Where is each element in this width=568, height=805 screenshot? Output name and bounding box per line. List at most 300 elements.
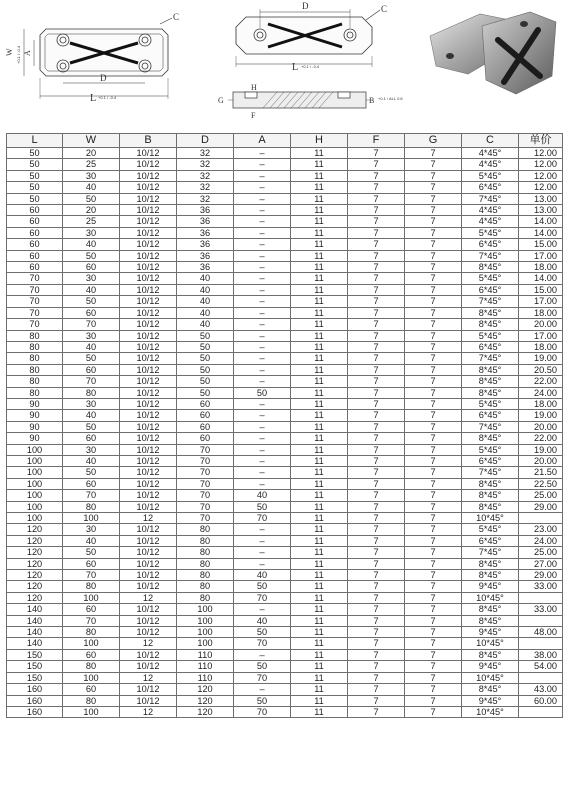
- table-cell: 100: [177, 604, 234, 615]
- table-cell: 7*45°: [462, 353, 519, 364]
- table-cell: –: [234, 364, 291, 375]
- table-row: [7, 262, 563, 273]
- column-header: B: [120, 134, 177, 148]
- table-cell: –: [234, 421, 291, 432]
- table-cell: 9*45°: [462, 627, 519, 638]
- metal-plate-front: [482, 12, 556, 94]
- table-cell: 5*45°: [462, 398, 519, 409]
- table-row: [7, 524, 563, 535]
- table-row: [7, 706, 563, 717]
- table-cell: 7: [348, 672, 405, 683]
- table-cell: 6*45°: [462, 455, 519, 466]
- table-cell: 7: [405, 672, 462, 683]
- table-cell: 29.00: [519, 570, 563, 581]
- table-cell: 7: [405, 387, 462, 398]
- table-cell: 60: [63, 433, 120, 444]
- table-cell: 9*45°: [462, 661, 519, 672]
- table-cell: [519, 513, 563, 524]
- table-cell: 14.00: [519, 227, 563, 238]
- table-cell: 7*45°: [462, 547, 519, 558]
- table-cell: 50: [7, 148, 63, 159]
- section-h-label: H: [251, 83, 257, 92]
- plan-left-c-label: C: [173, 12, 180, 22]
- table-cell: 50: [63, 296, 120, 307]
- table-cell: 50: [234, 501, 291, 512]
- column-header: C: [462, 134, 519, 148]
- table-cell: 8*45°: [462, 319, 519, 330]
- table-cell: 12.00: [519, 170, 563, 181]
- table-row: [7, 250, 563, 261]
- table-cell: 80: [177, 535, 234, 546]
- table-cell: 6*45°: [462, 239, 519, 250]
- table-cell: 24.00: [519, 535, 563, 546]
- table-row: [7, 684, 563, 695]
- table-cell: 80: [177, 581, 234, 592]
- table-cell: 14.00: [519, 273, 563, 284]
- table-cell: 11: [291, 193, 348, 204]
- product-photo: [420, 6, 560, 98]
- table-row: [7, 558, 563, 569]
- table-cell: 7: [348, 661, 405, 672]
- table-cell: 7: [405, 376, 462, 387]
- table-row: [7, 455, 563, 466]
- table-cell: 100: [7, 444, 63, 455]
- table-cell: 11: [291, 182, 348, 193]
- table-cell: 36: [177, 262, 234, 273]
- table-cell: 36: [177, 250, 234, 261]
- table-cell: 10/12: [120, 170, 177, 181]
- table-cell: 10/12: [120, 148, 177, 159]
- table-cell: –: [234, 604, 291, 615]
- table-cell: 17.00: [519, 250, 563, 261]
- table-cell: –: [234, 433, 291, 444]
- table-cell: 100: [7, 467, 63, 478]
- table-cell: 11: [291, 672, 348, 683]
- table-row: [7, 444, 563, 455]
- table-cell: 60: [63, 478, 120, 489]
- table-cell: 10/12: [120, 649, 177, 660]
- table-cell: –: [234, 649, 291, 660]
- table-cell: 10/12: [120, 524, 177, 535]
- table-cell: 7: [348, 455, 405, 466]
- table-cell: 10/12: [120, 501, 177, 512]
- table-cell: –: [234, 398, 291, 409]
- table-cell: 19.00: [519, 353, 563, 364]
- table-cell: –: [234, 250, 291, 261]
- table-cell: 4*45°: [462, 148, 519, 159]
- table-cell: 7: [405, 547, 462, 558]
- table-cell: 10/12: [120, 547, 177, 558]
- table-cell: 140: [7, 615, 63, 626]
- table-cell: 50: [177, 353, 234, 364]
- table-cell: 10/12: [120, 296, 177, 307]
- table-cell: 11: [291, 627, 348, 638]
- table-cell: 8*45°: [462, 307, 519, 318]
- table-cell: 11: [291, 513, 348, 524]
- section-b-label: B: [369, 96, 375, 105]
- table-cell: 100: [177, 627, 234, 638]
- table-cell: 70: [177, 444, 234, 455]
- table-cell: 7: [348, 695, 405, 706]
- table-cell: 7: [348, 581, 405, 592]
- table-cell: 7: [348, 627, 405, 638]
- table-cell: 80: [63, 387, 120, 398]
- table-cell: 7: [405, 227, 462, 238]
- table-cell: 40: [63, 535, 120, 546]
- table-cell: 11: [291, 444, 348, 455]
- table-cell: 12.00: [519, 182, 563, 193]
- table-cell: 40: [63, 341, 120, 352]
- plan-view-middle: [236, 9, 380, 67]
- table-cell: 7: [405, 433, 462, 444]
- table-cell: 110: [177, 649, 234, 660]
- table-cell: 7: [348, 193, 405, 204]
- table-cell: 80: [7, 353, 63, 364]
- table-cell: –: [234, 535, 291, 546]
- table-row: [7, 638, 563, 649]
- table-row: [7, 182, 563, 193]
- table-cell: 6*45°: [462, 182, 519, 193]
- table-row: [7, 501, 563, 512]
- table-cell: 25: [63, 216, 120, 227]
- table-cell: 50: [63, 353, 120, 364]
- table-cell: 7: [405, 353, 462, 364]
- table-cell: 80: [7, 376, 63, 387]
- table-cell: –: [234, 262, 291, 273]
- table-cell: 10/12: [120, 227, 177, 238]
- table-cell: 20: [63, 205, 120, 216]
- table-cell: 80: [63, 581, 120, 592]
- table-row: [7, 490, 563, 501]
- table-cell: 8*45°: [462, 387, 519, 398]
- table-cell: 80: [7, 364, 63, 375]
- table-cell: –: [234, 478, 291, 489]
- table-cell: 15.00: [519, 239, 563, 250]
- table-cell: 60: [7, 262, 63, 273]
- table-cell: 7: [348, 638, 405, 649]
- table-cell: 7: [348, 535, 405, 546]
- table-cell: 60: [63, 364, 120, 375]
- table-cell: 10/12: [120, 455, 177, 466]
- table-cell: 100: [63, 513, 120, 524]
- table-cell: 7: [405, 307, 462, 318]
- table-cell: 12: [120, 513, 177, 524]
- table-cell: –: [234, 273, 291, 284]
- table-cell: 10/12: [120, 398, 177, 409]
- table-cell: 11: [291, 296, 348, 307]
- table-cell: 100: [7, 490, 63, 501]
- table-cell: 10/12: [120, 284, 177, 295]
- table-cell: 11: [291, 604, 348, 615]
- table-cell: 70: [234, 638, 291, 649]
- table-cell: 13.00: [519, 193, 563, 204]
- table-cell: 11: [291, 467, 348, 478]
- table-cell: [519, 615, 563, 626]
- table-cell: 36: [177, 239, 234, 250]
- table-cell: 60: [177, 421, 234, 432]
- table-cell: 150: [7, 661, 63, 672]
- table-cell: 7: [348, 216, 405, 227]
- table-cell: 7: [405, 604, 462, 615]
- table-cell: 80: [177, 570, 234, 581]
- table-cell: 18.00: [519, 398, 563, 409]
- table-cell: 7: [348, 341, 405, 352]
- table-cell: 8*45°: [462, 501, 519, 512]
- table-cell: 25: [63, 159, 120, 170]
- table-cell: 100: [7, 478, 63, 489]
- table-cell: –: [234, 227, 291, 238]
- table-cell: 23.00: [519, 524, 563, 535]
- table-cell: 10/12: [120, 182, 177, 193]
- table-cell: 7: [405, 524, 462, 535]
- table-cell: 70: [7, 284, 63, 295]
- section-g-label: G: [218, 96, 224, 105]
- section-f-label: F: [251, 111, 256, 120]
- table-row: [7, 227, 563, 238]
- table-cell: 100: [177, 638, 234, 649]
- table-cell: 20.00: [519, 421, 563, 432]
- table-cell: 70: [7, 307, 63, 318]
- table-cell: 140: [7, 627, 63, 638]
- table-cell: 10/12: [120, 159, 177, 170]
- table-cell: 48.00: [519, 627, 563, 638]
- table-cell: 7: [348, 250, 405, 261]
- table-cell: 50: [7, 193, 63, 204]
- table-cell: 10/12: [120, 193, 177, 204]
- table-cell: 11: [291, 148, 348, 159]
- table-cell: 11: [291, 524, 348, 535]
- table-cell: 7: [348, 706, 405, 717]
- table-cell: 50: [234, 627, 291, 638]
- column-header: 单价: [519, 134, 563, 148]
- table-cell: 7: [405, 684, 462, 695]
- table-cell: 22.00: [519, 376, 563, 387]
- table-cell: 140: [7, 604, 63, 615]
- table-cell: 14.00: [519, 216, 563, 227]
- table-cell: 40: [177, 273, 234, 284]
- table-cell: –: [234, 410, 291, 421]
- plan-mid-l-label: L: [292, 62, 299, 73]
- table-cell: 120: [7, 547, 63, 558]
- table-cell: 32: [177, 193, 234, 204]
- table-row: [7, 513, 563, 524]
- table-cell: 7*45°: [462, 193, 519, 204]
- table-cell: 100: [63, 706, 120, 717]
- table-cell: 10/12: [120, 695, 177, 706]
- table-cell: 11: [291, 319, 348, 330]
- plan-left-l-label: L: [90, 93, 97, 104]
- table-row: [7, 330, 563, 341]
- table-cell: 40: [63, 455, 120, 466]
- table-row: [7, 695, 563, 706]
- table-cell: 40: [177, 307, 234, 318]
- table-cell: 36: [177, 205, 234, 216]
- table-cell: 10/12: [120, 604, 177, 615]
- table-cell: 100: [7, 455, 63, 466]
- table-cell: 50: [63, 421, 120, 432]
- table-cell: 10/12: [120, 262, 177, 273]
- table-cell: 11: [291, 478, 348, 489]
- table-cell: 7: [405, 250, 462, 261]
- table-cell: 9*45°: [462, 581, 519, 592]
- table-cell: 11: [291, 558, 348, 569]
- table-cell: [519, 706, 563, 717]
- table-cell: 70: [234, 513, 291, 524]
- table-cell: 7: [405, 455, 462, 466]
- table-row: [7, 570, 563, 581]
- table-cell: 10/12: [120, 307, 177, 318]
- table-row: [7, 467, 563, 478]
- column-header: A: [234, 134, 291, 148]
- table-cell: 10/12: [120, 353, 177, 364]
- table-cell: 7: [348, 376, 405, 387]
- table-cell: 11: [291, 216, 348, 227]
- table-cell: 110: [177, 672, 234, 683]
- table-cell: 60: [7, 239, 63, 250]
- table-cell: 8*45°: [462, 615, 519, 626]
- table-cell: 33.00: [519, 581, 563, 592]
- table-cell: 7: [348, 421, 405, 432]
- table-cell: 11: [291, 455, 348, 466]
- table-cell: 120: [7, 581, 63, 592]
- table-cell: 11: [291, 387, 348, 398]
- table-cell: 80: [63, 501, 120, 512]
- table-cell: 11: [291, 615, 348, 626]
- table-cell: 140: [7, 638, 63, 649]
- table-cell: 7: [405, 638, 462, 649]
- table-cell: 7: [348, 410, 405, 421]
- table-cell: 11: [291, 547, 348, 558]
- table-cell: 7: [348, 501, 405, 512]
- table-row: [7, 296, 563, 307]
- table-cell: 7: [405, 341, 462, 352]
- table-cell: 10*45°: [462, 513, 519, 524]
- table-cell: [519, 638, 563, 649]
- table-cell: 11: [291, 649, 348, 660]
- table-row: [7, 547, 563, 558]
- table-row: [7, 170, 563, 181]
- table-cell: 150: [7, 649, 63, 660]
- table-cell: –: [234, 524, 291, 535]
- table-cell: 7: [348, 490, 405, 501]
- table-cell: 50: [63, 467, 120, 478]
- table-cell: 60: [63, 649, 120, 660]
- table-row: [7, 239, 563, 250]
- table-row: [7, 273, 563, 284]
- table-cell: 7: [348, 570, 405, 581]
- table-cell: 70: [234, 706, 291, 717]
- table-cell: 11: [291, 706, 348, 717]
- column-header: W: [63, 134, 120, 148]
- table-cell: 7: [405, 467, 462, 478]
- table-cell: 7: [405, 421, 462, 432]
- table-cell: 20: [63, 148, 120, 159]
- table-row: [7, 193, 563, 204]
- table-cell: 7: [405, 410, 462, 421]
- column-header: H: [291, 134, 348, 148]
- table-cell: 160: [7, 706, 63, 717]
- table-cell: 7: [348, 433, 405, 444]
- table-cell: 8*45°: [462, 478, 519, 489]
- table-cell: 60: [63, 307, 120, 318]
- table-cell: 4*45°: [462, 205, 519, 216]
- table-cell: 7: [405, 706, 462, 717]
- table-cell: 70: [177, 478, 234, 489]
- table-cell: 29.00: [519, 501, 563, 512]
- table-cell: 21.50: [519, 467, 563, 478]
- table-cell: 7: [405, 170, 462, 181]
- table-cell: 5*45°: [462, 444, 519, 455]
- table-row: [7, 478, 563, 489]
- table-cell: 10/12: [120, 216, 177, 227]
- table-cell: –: [234, 376, 291, 387]
- table-cell: 8*45°: [462, 558, 519, 569]
- table-cell: 30: [63, 170, 120, 181]
- table-cell: 54.00: [519, 661, 563, 672]
- table-cell: 80: [7, 330, 63, 341]
- table-cell: 120: [7, 524, 63, 535]
- table-cell: 7: [405, 239, 462, 250]
- table-cell: 7: [348, 353, 405, 364]
- table-cell: 7: [405, 581, 462, 592]
- table-cell: 7: [348, 467, 405, 478]
- table-cell: 90: [7, 398, 63, 409]
- table-cell: 50: [177, 341, 234, 352]
- table-cell: 11: [291, 581, 348, 592]
- table-cell: 17.00: [519, 330, 563, 341]
- table-cell: 22.00: [519, 433, 563, 444]
- table-cell: 19.00: [519, 410, 563, 421]
- table-cell: –: [234, 296, 291, 307]
- table-cell: 7: [405, 615, 462, 626]
- table-cell: 80: [7, 341, 63, 352]
- table-cell: 7: [348, 615, 405, 626]
- table-cell: 7: [348, 398, 405, 409]
- table-cell: –: [234, 205, 291, 216]
- table-cell: 80: [63, 627, 120, 638]
- table-row: [7, 581, 563, 592]
- table-cell: 10/12: [120, 570, 177, 581]
- table-cell: 30: [63, 524, 120, 535]
- table-cell: 7: [348, 262, 405, 273]
- table-cell: 11: [291, 273, 348, 284]
- table-cell: 7: [405, 148, 462, 159]
- table-cell: 22.50: [519, 478, 563, 489]
- table-cell: 7: [348, 330, 405, 341]
- table-cell: 7: [405, 695, 462, 706]
- table-row: [7, 159, 563, 170]
- table-cell: 12.00: [519, 148, 563, 159]
- table-cell: 11: [291, 159, 348, 170]
- table-cell: 7: [348, 182, 405, 193]
- table-cell: 70: [7, 273, 63, 284]
- table-cell: 120: [7, 592, 63, 603]
- plan-left-d-label: D: [100, 73, 107, 83]
- table-cell: 12: [120, 706, 177, 717]
- table-cell: 70: [7, 296, 63, 307]
- table-cell: 7: [348, 319, 405, 330]
- table-cell: 70: [63, 376, 120, 387]
- table-cell: 4*45°: [462, 216, 519, 227]
- table-cell: 11: [291, 330, 348, 341]
- table-cell: 7: [348, 307, 405, 318]
- table-cell: 10/12: [120, 684, 177, 695]
- table-cell: 8*45°: [462, 364, 519, 375]
- table-cell: 7: [348, 205, 405, 216]
- table-cell: 10/12: [120, 615, 177, 626]
- table-cell: 8*45°: [462, 604, 519, 615]
- table-cell: [519, 592, 563, 603]
